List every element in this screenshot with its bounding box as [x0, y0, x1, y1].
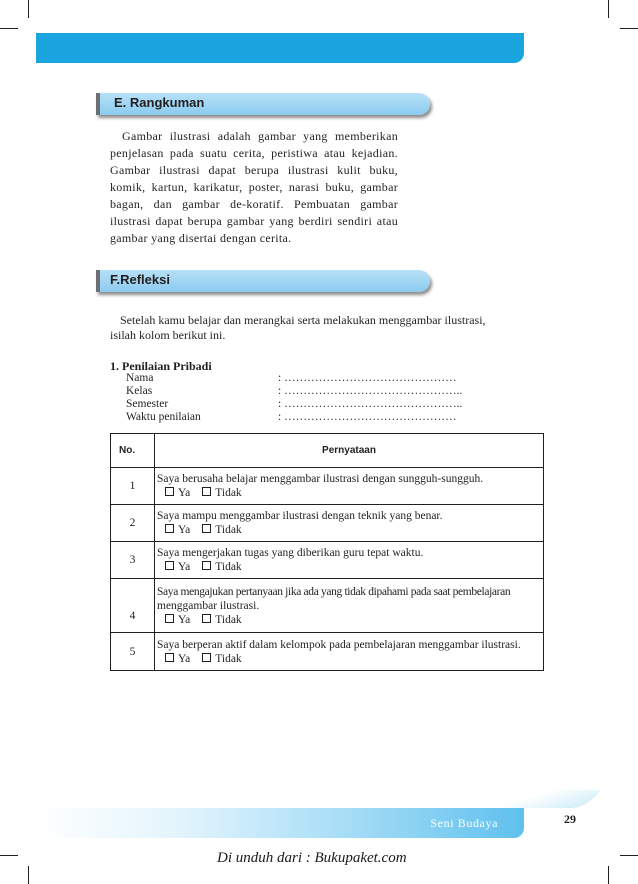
no-checkbox[interactable]: [202, 524, 211, 533]
download-source[interactable]: Di unduh dari : Bukupaket.com: [217, 850, 407, 866]
yes-checkbox[interactable]: [165, 653, 174, 662]
column-header-no: No.: [111, 434, 155, 468]
no-checkbox[interactable]: [202, 614, 211, 623]
no-checkbox[interactable]: [202, 653, 211, 662]
summary-text: Gambar ilustrasi adalah gambar yang memberikan penjelasan pada suatu cerita, peristiwa atau kejadian. Gambar ilustrasi dapat berupa ilustrasi kulit buku, komik, kartun, karikatur, poster, narasi buku, gambar bagan, dan gambar de-koratif. Pembuatan gambar ilustrasi dapat berupa gambar yang berdiri sendiri atau gambar yang disertai dengan cerita.: [110, 129, 398, 245]
crop-mark: [620, 28, 638, 29]
yes-checkbox[interactable]: [165, 524, 174, 533]
summary-section-header: [96, 93, 430, 115]
column-header-statement: Pernyataan: [155, 434, 544, 468]
header-band: [36, 33, 524, 63]
footer-band: [36, 808, 524, 838]
no-checkbox[interactable]: [202, 561, 211, 570]
reflection-intro: Setelah kamu belajar dan merangkai serta melakukan menggambar ilustrasi, isilah kolom berikut ini.: [110, 313, 486, 342]
crop-mark: [0, 28, 18, 29]
crop-mark: [0, 855, 18, 856]
yes-checkbox[interactable]: [165, 561, 174, 570]
yes-checkbox[interactable]: [165, 487, 174, 496]
crop-mark: [608, 866, 609, 884]
no-checkbox[interactable]: [202, 487, 211, 496]
crop-mark: [608, 0, 609, 18]
reflection-section-title: F.Refleksi: [110, 272, 170, 287]
summary-section-title: E. Rangkuman: [114, 95, 205, 110]
table-row: 5 Saya berperan aktif dalam kelompok pada pembelajaran menggambar ilustrasi. Ya Tidak: [111, 633, 544, 671]
assessment-title: 1. Penilaian Pribadi: [110, 359, 212, 373]
table-row: 4 Saya mengajukan pertanyaan jika ada yang tidak dipahami pada saat pembelajaran menggambar ilustrasi. Ya Tidak: [111, 579, 544, 633]
statement-table: [110, 433, 544, 671]
page-number: 29: [564, 812, 576, 826]
subject-label: Seni Budaya: [430, 816, 498, 830]
reflection-section-header: [96, 270, 430, 292]
table-row: 3 Saya mengerjakan tugas yang diberikan guru tepat waktu. Ya Tidak: [111, 542, 544, 579]
crop-mark: [620, 855, 638, 856]
crop-mark: [28, 0, 29, 18]
table-row: 1 Saya berusaha belajar menggambar ilustrasi dengan sungguh-sungguh. Ya Tidak: [111, 468, 544, 505]
crop-mark: [28, 866, 29, 884]
table-row: 2 Saya mampu menggambar ilustrasi dengan teknik yang benar. Ya Tidak: [111, 505, 544, 542]
yes-checkbox[interactable]: [165, 614, 174, 623]
footer-wave: [500, 790, 600, 808]
